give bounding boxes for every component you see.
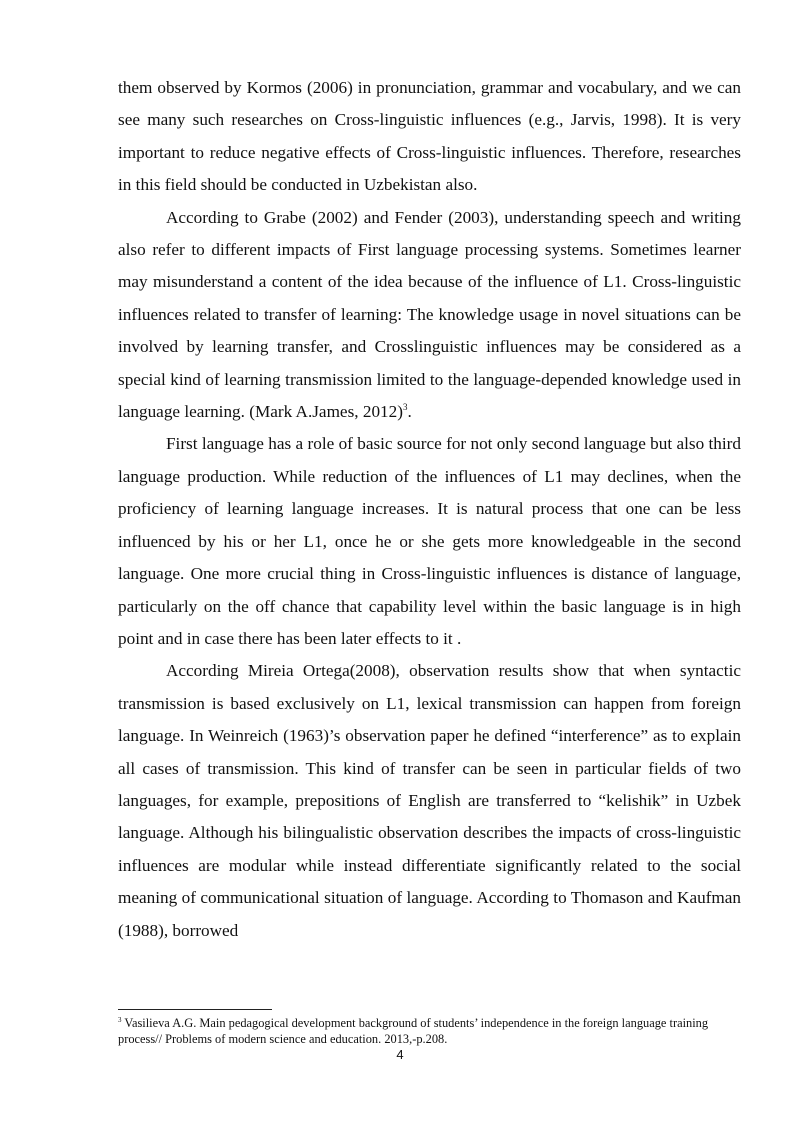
footnote-marker: 3 bbox=[118, 1016, 122, 1024]
paragraph-2-period: . bbox=[407, 402, 412, 422]
footnote bbox=[118, 1015, 741, 1047]
paragraph-2 bbox=[118, 202, 741, 429]
paragraph-1: them observed by Kormos (2006) in pronunciation, grammar and vocabulary, and we can see many such researches on Cross-linguistic influences (e.g., Jarvis, 1998). It is very important to reduce negative effects of Cross-linguistic influences. Therefore, researches in this field should be conducted in Uzbekistan also. bbox=[118, 78, 741, 195]
page-number: 4 bbox=[396, 1047, 404, 1062]
footnote-divider bbox=[118, 1009, 272, 1010]
paragraph-4: According Mireia Ortega(2008), observation results show that when syntactic transmission is based exclusively on L1, lexical transmission can happen from foreign language. In Weinreich (1963)’s observation paper he defined “interference” as to explain all cases of transmission. This kind of transfer can be seen in particular fields of two languages, for example, prepositions of English are transferred to “kelishik” in Uzbek language. Although his bilingualistic observation describes the impacts of cross-linguistic influences are modular while instead differentiate significantly related to the social meaning of communicational situation of language. According to Thomason and Kaufman (1988), borrowed bbox=[118, 661, 741, 940]
footnote-reference[interactable]: 3 bbox=[402, 402, 408, 413]
footnote-text: Vasilieva A.G. Main pedagogical development background of students’ independence in the foreign language training process// Problems of modern science and education. 2013,-p.208. bbox=[118, 1016, 709, 1046]
paragraph-2-text: According to Grabe (2002) and Fender (2003), understanding speech and writing also refer to different impacts of First language processing systems. Sometimes learner may misunderstand a content of the idea because of the influence of L1. Cross-linguistic influences related to transfer of learning: The knowledge usage in novel situations can be involved by learning transfer, and Crosslinguistic influences may be considered as a special kind of learning transmission limited to the language-depended knowledge used in language learning. (Mark A.James, 2012) bbox=[118, 207, 741, 422]
body-text bbox=[118, 72, 741, 947]
paragraph-3: First language has a role of basic source for not only second language but also third language production. While reduction of the influences of L1 may declines, when the proficiency of learning language increases. It is natural process that one can be less influenced by his or her L1, once he or she gets more knowledgeable in the second language. One more crucial thing in Cross-linguistic influences is distance of language, particularly on the off chance that capability level within the basic language is in high point and in case there has been later effects to it . bbox=[118, 434, 741, 648]
